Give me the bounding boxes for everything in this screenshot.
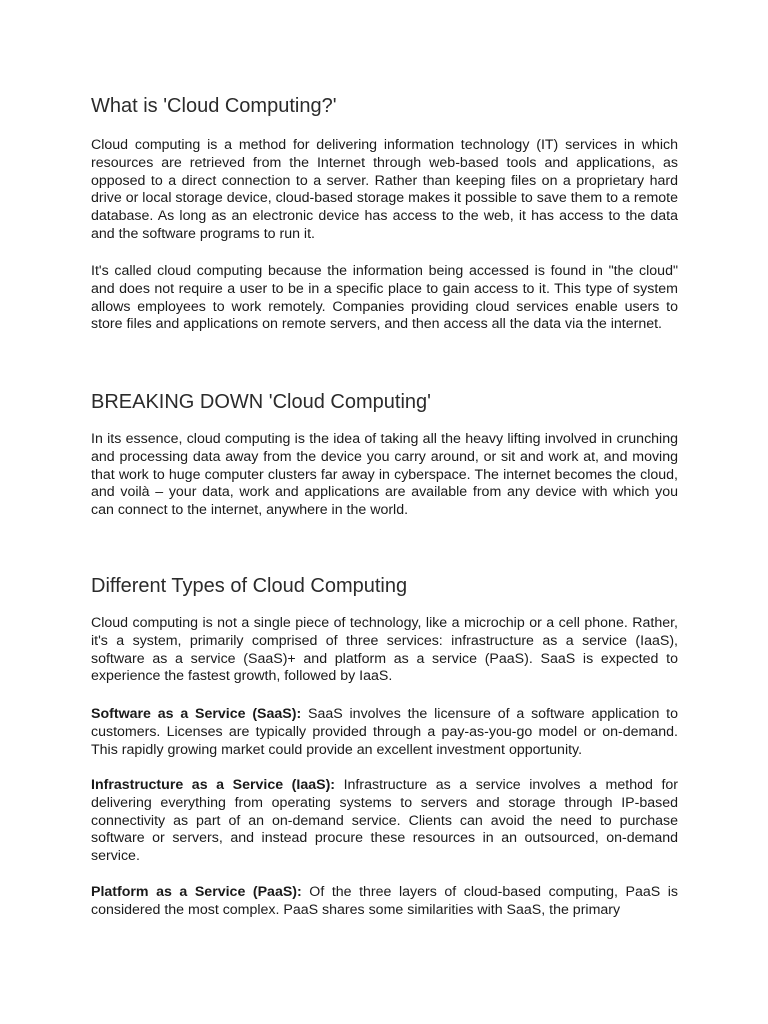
heading-types-of-cloud-computing: Different Types of Cloud Computing [91, 575, 408, 597]
paragraph-saas [91, 706, 678, 759]
heading-breaking-down: BREAKING DOWN 'Cloud Computing' [91, 391, 431, 413]
saas-label: Software as a Service (SaaS): [91, 706, 302, 722]
heading-what-is-cloud-computing: What is 'Cloud Computing?' [91, 95, 337, 117]
paas-text: Of the three layers of cloud-based computing, PaaS is considered the most complex. PaaS shares some similarities with SaaS, the primary [91, 884, 679, 918]
paragraph-definition: Cloud computing is a method for delivering information technology (IT) services in which resources are retrieved from the Internet through web-based tools and applications, as opposed to a direct connection to a server. Rather than keeping files on a proprietary hard drive or local storage device, cloud-based storage makes it possible to save them to a remote database. As long as an electronic device has access to the web, it has access to the data and the software programs to run it. [91, 137, 678, 242]
iaas-text: Infrastructure as a service involves a method for delivering everything from operating systems to servers and storage through IP-based connectivity as part of an on-demand service. Clients can avoid the need to purchase software or servers, and instead procure these resources in an outsourced, on-demand service. [91, 777, 678, 865]
paragraph-paas [91, 884, 678, 920]
paas-label: Platform as a Service (PaaS): [91, 884, 302, 900]
paragraph-why-called-cloud: It's called cloud computing because the information being accessed is found in "the cloud" and does not require a user to be in a specific place to gain access to it. This type of system allows employees to work remotely. Companies providing cloud services enable users to store files and applications on remote servers, and then access all the data via the internet. [91, 263, 678, 333]
paragraph-essence: In its essence, cloud computing is the idea of taking all the heavy lifting involved in crunching and processing data away from the device you carry around, or sit and work at, and moving that work to huge computer clusters far away in cyberspace. The internet becomes the cloud, and voilà – your data, work and applications are available from any device with which you can connect to the internet, anywhere in the world. [91, 431, 678, 519]
iaas-label: Infrastructure as a Service (IaaS): [91, 777, 336, 793]
saas-text: SaaS involves the licensure of a software application to customers. Licenses are typically provided through a pay-as-you-go model or on-demand. This rapidly growing market could provide an excellent investment opportunity. [91, 706, 678, 758]
paragraph-types-intro: Cloud computing is not a single piece of technology, like a microchip or a cell phone. Rather, it's a system, primarily comprised of three services: infrastructure as a service (IaaS), software as a service (SaaS)+ and platform as a service (PaaS). SaaS is expected to experience the fastest growth, followed by IaaS. [91, 615, 678, 685]
paragraph-iaas [91, 777, 678, 866]
